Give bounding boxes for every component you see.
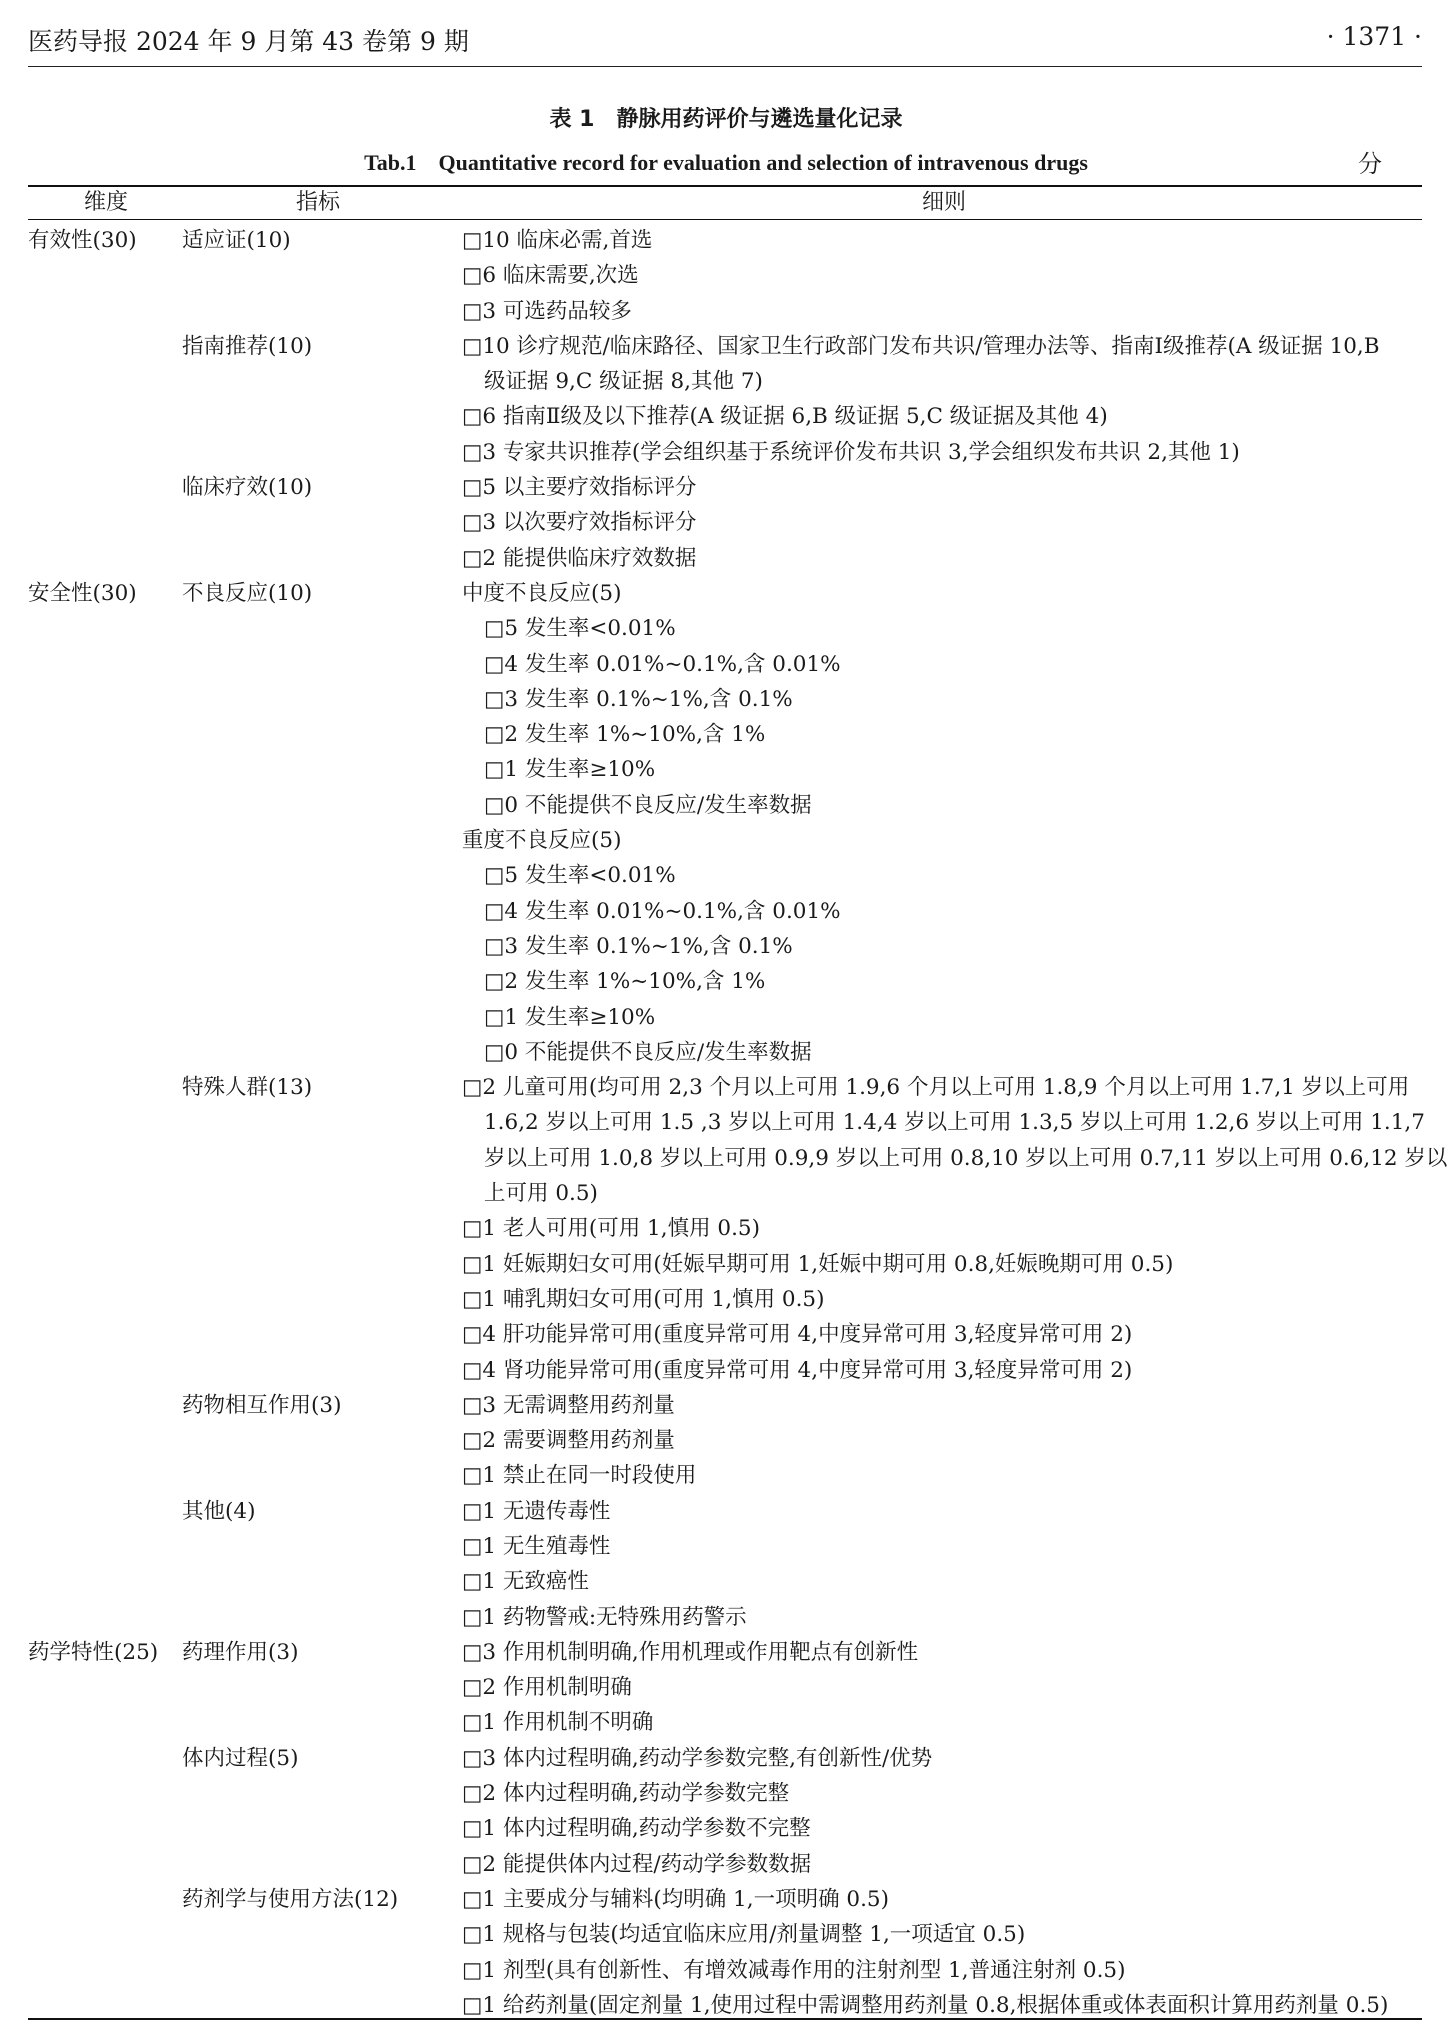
unit-label: 分 [1358,150,1382,178]
detail-line: □4 发生率 0.01%~0.1%,含 0.01% [484,898,841,924]
detail-line: □2 儿童可用(均可用 2,3 个月以上可用 1.9,6 个月以上可用 1.8,9 个月以上可用 1.7,1 岁以上可用 [462,1075,1410,1101]
detail-line: □1 无遗传毒性 [462,1498,611,1524]
journal-header: 医药导报 2024 年 9 月第 43 卷第 9 期 [28,27,469,56]
detail-line: □6 临床需要,次选 [462,263,639,289]
dimension-cell: 药学特性(25) [28,1640,159,1666]
detail-line: □3 发生率 0.1%~1%,含 0.1% [484,686,793,712]
detail-subheading: 中度不良反应(5) [462,580,622,606]
detail-line: □2 需要调整用药剂量 [462,1428,675,1454]
detail-line: 级证据 9,C 级证据 8,其他 7) [484,369,763,395]
column-header-indicator: 指标 [296,190,341,215]
detail-line: □4 肾功能异常可用(重度异常可用 4,中度异常可用 3,轻度异常可用 2) [462,1357,1133,1383]
column-header-dimension: 维度 [84,190,129,215]
detail-line: □1 体内过程明确,药动学参数不完整 [462,1816,811,1842]
detail-line: 岁以上可用 1.0,8 岁以上可用 0.9,9 岁以上可用 0.8,10 岁以上可用 0.7,11 岁以上可用 0.6,12 岁以 [484,1145,1448,1171]
detail-line: □2 能提供临床疗效数据 [462,545,697,571]
indicator-cell: 临床疗效(10) [182,475,313,501]
table-top-rule [28,185,1422,187]
detail-line: □1 药物警戒:无特殊用药警示 [462,1604,747,1630]
detail-line: □6 指南Ⅱ级及以下推荐(A 级证据 6,B 级证据 5,C 级证据及其他 4) [462,404,1108,430]
header-rule [28,66,1422,67]
indicator-cell: 药剂学与使用方法(12) [182,1887,399,1913]
detail-line: □1 规格与包装(均适宜临床应用/剂量调整 1,一项适宜 0.5) [462,1922,1026,1948]
detail-line: □1 剂型(具有创新性、有增效减毒作用的注射剂型 1,普通注射剂 0.5) [462,1957,1126,1983]
detail-line: □3 可选药品较多 [462,298,632,324]
detail-line: □4 发生率 0.01%~0.1%,含 0.01% [484,651,841,677]
detail-line: 上可用 0.5) [484,1181,598,1207]
detail-line: □3 体内过程明确,药动学参数完整,有创新性/优势 [462,1745,933,1771]
detail-line: □4 肝功能异常可用(重度异常可用 4,中度异常可用 3,轻度异常可用 2) [462,1322,1133,1348]
detail-line: □3 无需调整用药剂量 [462,1392,675,1418]
table-caption-en: Tab.1 Quantitative record for evaluation and selection of intravenous drugs [364,150,1088,175]
detail-line: □1 禁止在同一时段使用 [462,1463,697,1489]
detail-line: □10 临床必需,首选 [462,228,653,253]
detail-line: □2 能提供体内过程/药动学参数数据 [462,1851,812,1877]
detail-line: □1 哺乳期妇女可用(可用 1,慎用 0.5) [462,1286,825,1312]
detail-line: □5 发生率<0.01% [484,863,676,889]
detail-line: □2 体内过程明确,药动学参数完整 [462,1781,790,1807]
detail-line: □5 以主要疗效指标评分 [462,475,697,501]
indicator-cell: 药物相互作用(3) [182,1393,342,1419]
details-column [462,223,1448,2023]
indicator-cell: 体内过程(5) [182,1746,299,1772]
detail-line: □1 主要成分与辅料(均明确 1,一项明确 0.5) [462,1886,889,1912]
indicator-cell: 特殊人群(13) [182,1075,313,1101]
detail-line: □1 作用机制不明确 [462,1710,654,1736]
detail-line: □1 无致癌性 [462,1569,589,1595]
detail-line: □1 老人可用(可用 1,慎用 0.5) [462,1216,760,1242]
detail-line: □5 发生率<0.01% [484,616,676,642]
detail-line: □3 发生率 0.1%~1%,含 0.1% [484,933,793,959]
detail-line: □1 妊娠期妇女可用(妊娠早期可用 1,妊娠中期可用 0.8,妊娠晚期可用 0.5) [462,1251,1174,1277]
detail-line: □1 发生率≥10% [484,1004,656,1030]
detail-line: □2 发生率 1%~10%,含 1% [484,722,766,748]
detail-line: □3 作用机制明确,作用机理或作用靶点有创新性 [462,1639,919,1665]
detail-line: □0 不能提供不良反应/发生率数据 [484,1039,812,1065]
page-number: · 1371 · [1326,22,1422,51]
detail-line: □3 专家共识推荐(学会组织基于系统评价发布共识 3,学会组织发布共识 2,其他 1) [462,439,1240,465]
table-bottom-rule [28,2018,1422,2020]
detail-line: □10 诊疗规范/临床路径、国家卫生行政部门发布共识/管理办法等、指南Ⅰ级推荐(A 级证据 10,B [462,333,1380,359]
column-header-details: 细则 [922,190,967,215]
detail-line: □0 不能提供不良反应/发生率数据 [484,792,812,818]
indicator-cell: 不良反应(10) [182,581,313,606]
indicator-cell: 指南推荐(10) [182,333,313,359]
dimension-cell: 有效性(30) [28,228,137,253]
indicator-cell: 其他(4) [182,1499,256,1524]
detail-line: □3 以次要疗效指标评分 [462,510,697,536]
detail-line: □2 发生率 1%~10%,含 1% [484,969,766,995]
detail-line: □2 作用机制明确 [462,1675,632,1701]
detail-line: 1.6,2 岁以上可用 1.5 ,3 岁以上可用 1.4,4 岁以上可用 1.3,5 岁以上可用 1.2,6 岁以上可用 1.1,7 [484,1110,1425,1136]
table-caption-cn: 表 1 静脉用药评价与遴选量化记录 [549,107,903,132]
dimension-cell: 安全性(30) [28,581,137,606]
detail-line: □1 给药剂量(固定剂量 1,使用过程中需调整用药剂量 0.8,根据体重或体表面积计算用药剂量 0.5) [462,1992,1389,2018]
indicator-cell: 适应证(10) [182,228,291,253]
detail-line: □1 无生殖毒性 [462,1533,611,1559]
detail-line: □1 发生率≥10% [484,757,656,783]
table-header-rule [28,219,1422,220]
indicator-cell: 药理作用(3) [182,1640,299,1666]
detail-subheading: 重度不良反应(5) [462,828,622,854]
